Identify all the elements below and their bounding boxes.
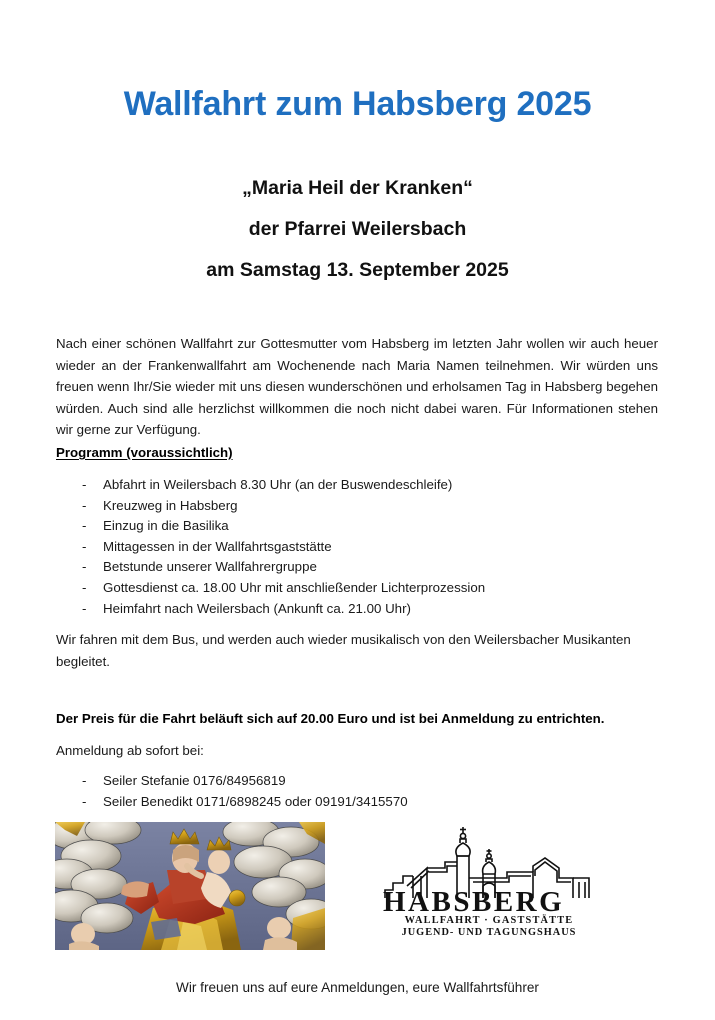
intro-paragraph: Nach einer schönen Wallfahrt zur Gottesmutter vom Habsberg im letzten Jahr wollen wir auch heuer wieder an der Frankenwallfahrt am Wochenende nach Maria Namen teilnehmen. Wir würden uns freuen wenn Ihr/Sie wieder mit uns diesen wunderschönen und erholsamen Tag in Habsberg begehen würden. Auch sind alle herzlichst willkommen die noch nicht dabei waren. Für Informationen stehen wir gerne zur Verfügung. [56,336,658,437]
list-item: - Abfahrt in Weilersbach 8.30 Uhr (an der Buswendeschleife) [56,475,658,496]
list-item: - Betstunde unserer Wallfahrergruppe [56,557,658,578]
price-line: Der Preis für die Fahrt beläuft sich auf 20.00 Euro und ist bei Anmeldung zu entrichten. [56,711,605,726]
program-list [56,475,658,619]
madonna-and-child-statue-photo [55,822,325,950]
footer-text: Wir freuen uns auf eure Anmeldungen, eure Wallfahrtsführer [176,980,539,995]
logo-subline-1: WALLFAHRT · GASTSTÄTTE [404,915,574,926]
list-item: - Gottesdienst ca. 18.00 Uhr mit anschließender Lichterprozession [56,578,658,599]
list-item: - Seiler Stefanie 0176/84956819 [56,771,658,792]
logo-subline-2: JUGEND- UND TAGUNGSHAUS [401,927,577,938]
habsberg-logo [383,826,595,936]
list-item: - Mittagessen in der Wallfahrtsgaststätte [56,537,658,558]
logo-wordmark: HABSBERG [383,886,565,918]
registration-label: Anmeldung ab sofort bei: [56,743,204,758]
contact-list [56,771,658,812]
list-item: - Einzug in die Basilika [56,516,658,537]
page-title: Wallfahrt zum Habsberg 2025 [123,84,592,123]
list-item: - Seiler Benedikt 0171/6898245 oder 09191/3415570 [56,792,658,813]
bus-paragraph: Wir fahren mit dem Bus, und werden auch wieder musikalisch von den Weilersbacher Musikanten begleitet. [56,632,631,669]
subtitle-line-2: der Pfarrei Weilersbach [248,218,467,240]
program-heading: Programm (voraussichtlich) [56,445,233,460]
subtitle-block [0,168,715,291]
list-item: - Heimfahrt nach Weilersbach (Ankunft ca. 21.00 Uhr) [56,599,658,620]
subtitle-line-3: am Samstag 13. September 2025 [206,259,509,281]
subtitle-line-1: „Maria Heil der Kranken“ [242,177,473,199]
list-item: - Kreuzweg in Habsberg [56,496,658,517]
